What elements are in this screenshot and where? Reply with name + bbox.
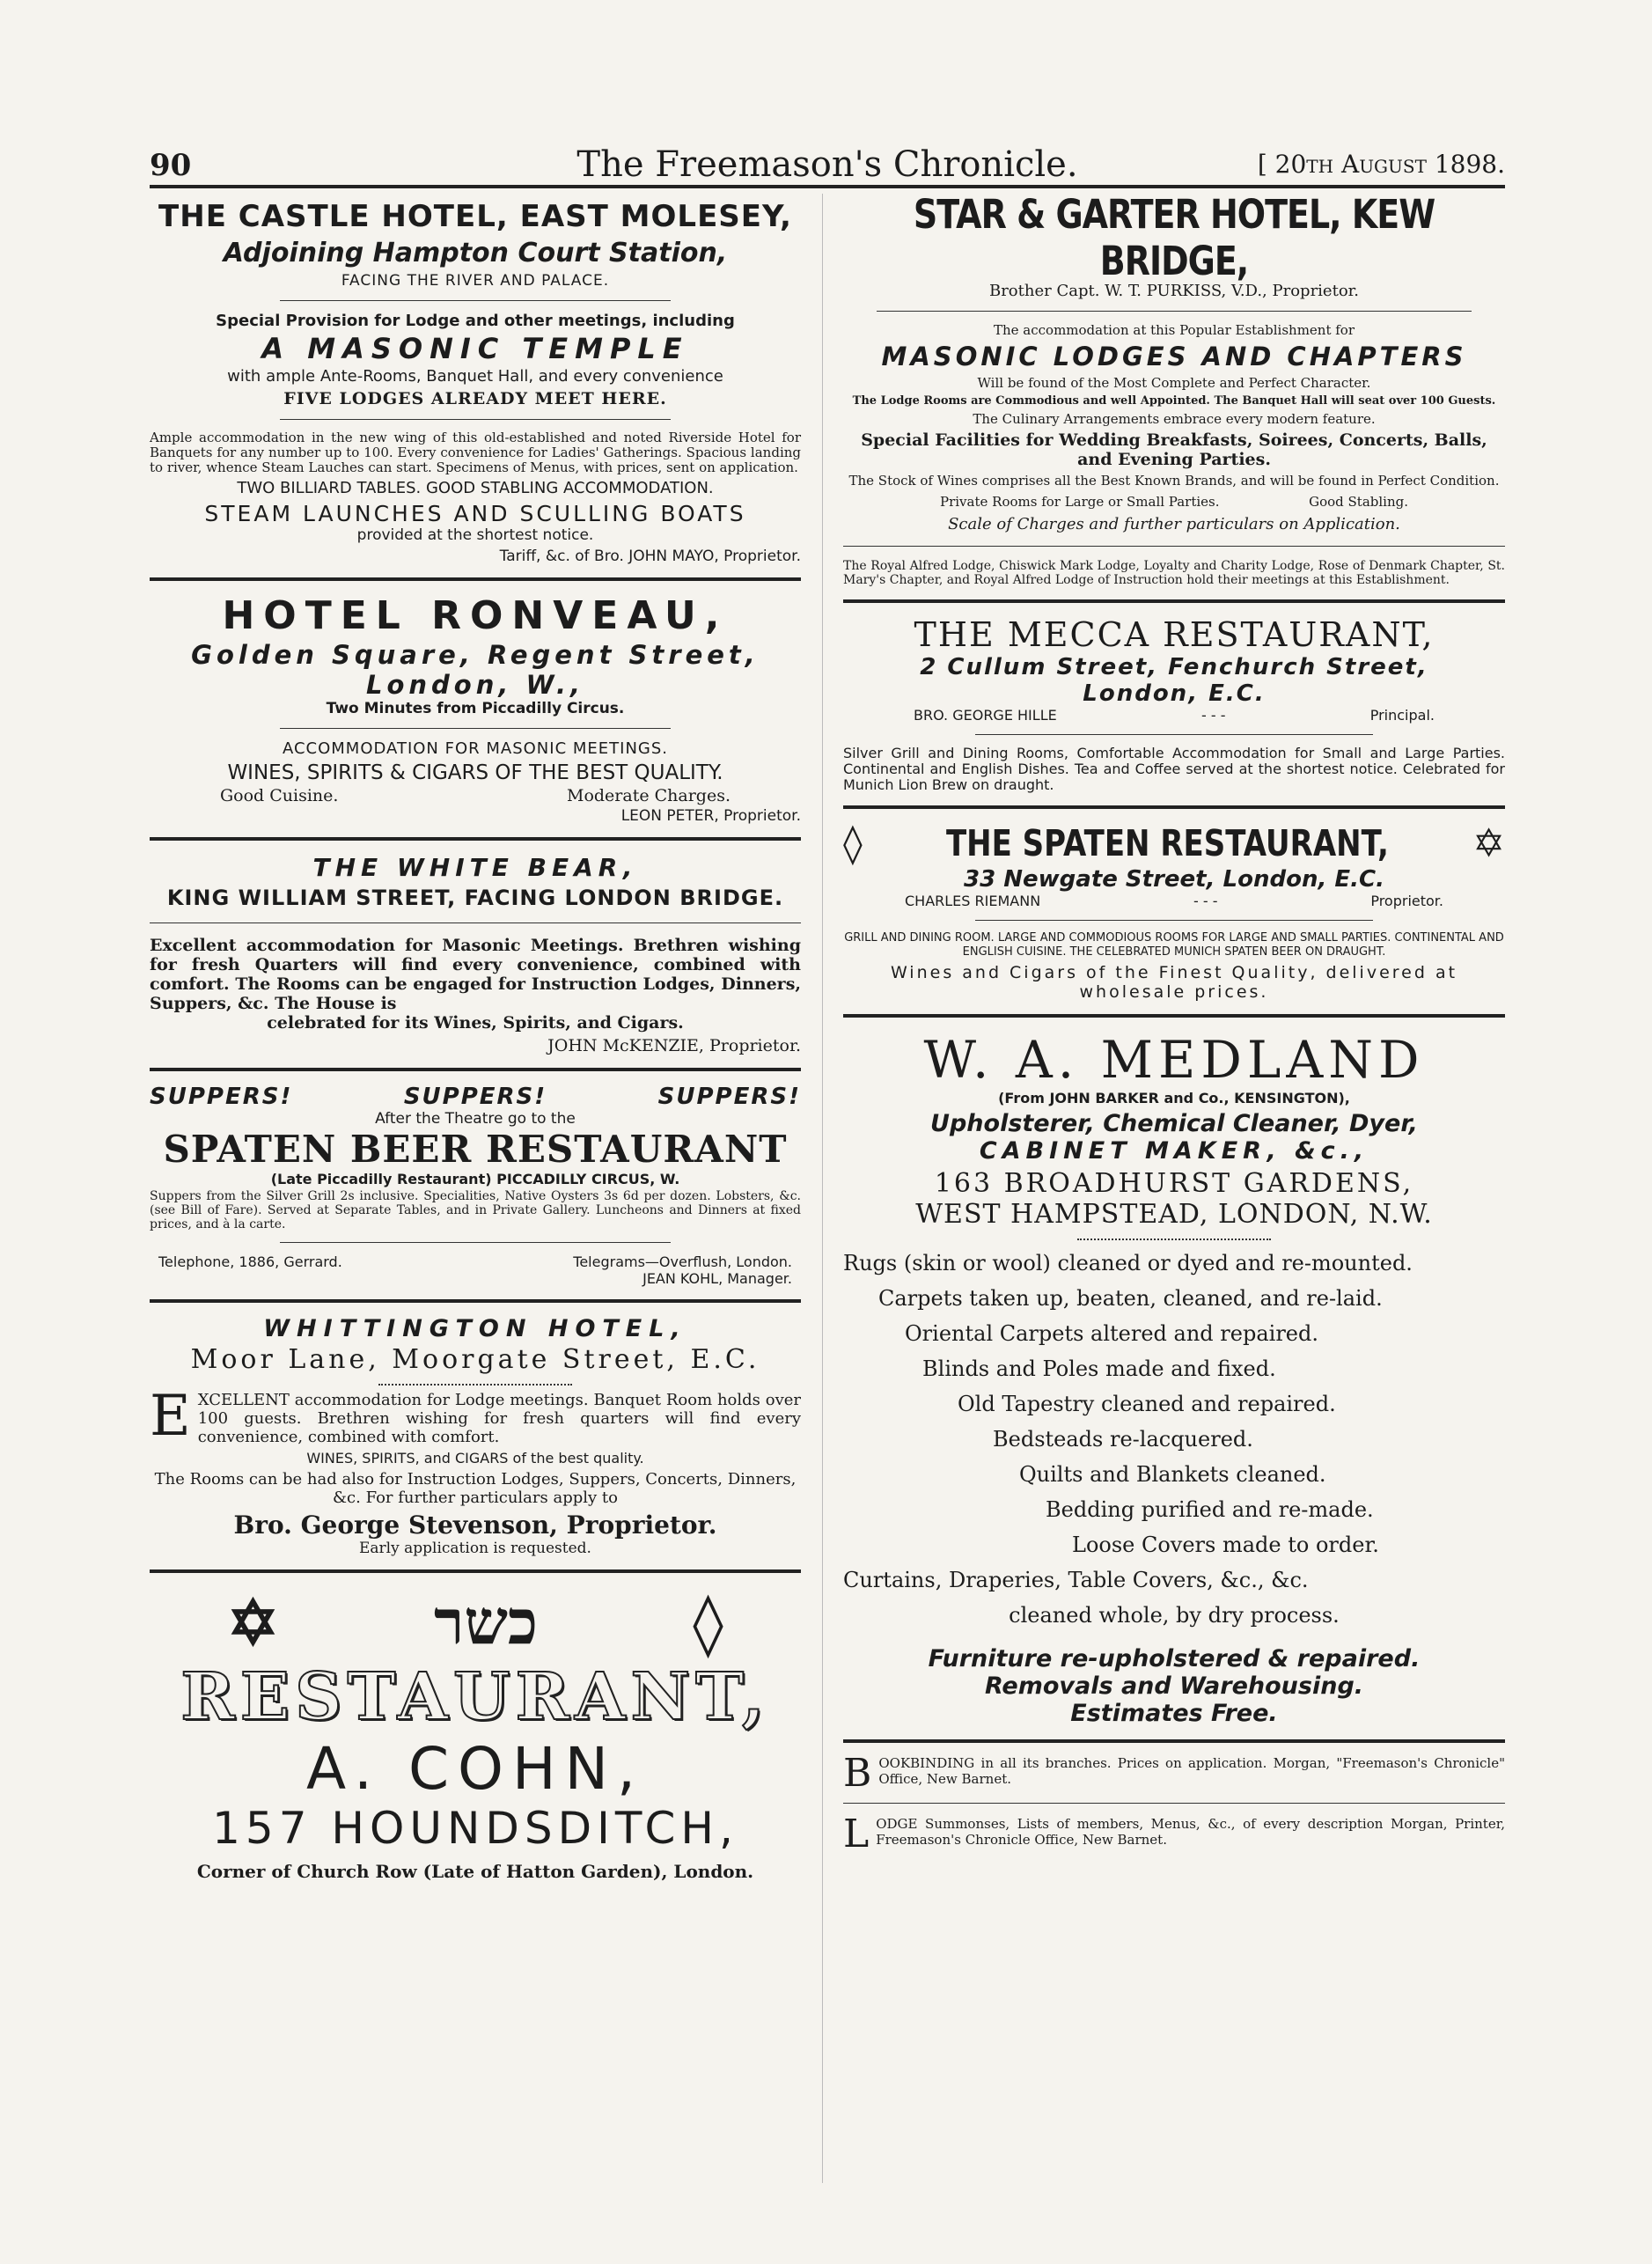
service-line: Carpets taken up, beaten, cleaned, and re-laid. — [878, 1286, 1383, 1311]
medland-estimates: Estimates Free. — [1070, 1700, 1278, 1727]
ad-cohn-restaurant — [150, 1585, 801, 1882]
castle-temple: A MASONIC TEMPLE — [261, 332, 689, 365]
header-rule — [150, 185, 1505, 188]
spaten-proprietor: Proprietor. — [1370, 893, 1443, 909]
ad-spaten-beer-restaurant — [150, 1084, 801, 1287]
spaten-title: THE SPATEN RESTAURANT, — [945, 822, 1389, 865]
ad-whittington-hotel — [150, 1315, 801, 1557]
drop-cap: L — [843, 1812, 870, 1856]
wavy-divider — [1077, 1235, 1271, 1240]
stargarter-brother: Brother Capt. W. T. PURKISS, V.D., Proprietor. — [988, 282, 1360, 300]
medland-furniture: Furniture re-upholstered & repaired. — [928, 1645, 1421, 1672]
castle-billiard: TWO BILLIARD TABLES. GOOD STABLING ACCOMMODATION. — [237, 479, 714, 497]
service-line: Old Tapestry cleaned and repaired. — [958, 1392, 1336, 1416]
ad-mecca-restaurant — [843, 615, 1505, 793]
section-rule — [843, 599, 1505, 603]
medland-trade-1: Upholsterer, Chemical Cleaner, Dyer, — [930, 1110, 1418, 1137]
service-line: Rugs (skin or wool) cleaned or dyed and re-mounted. — [843, 1251, 1413, 1275]
spatenbeer-body: Suppers from the Silver Grill 2s inclusive. Specialities, Native Oysters 3s 6d per dozen. Lobsters, &c. (see Bill of Fare). Served at Separate Tables, and in Private Gallery. Luncheons and Dinners at fixed prices, and à la carte. — [150, 1189, 801, 1231]
medland-address-1: 163 BROADHURST GARDENS, — [934, 1168, 1414, 1199]
stargarter-culinary: The Culinary Arrangements embrace every modern feature. — [973, 411, 1376, 427]
mecca-bro: BRO. GEORGE HILLE — [914, 707, 1057, 724]
stargarter-rooms: The Lodge Rooms are Commodious and well Appointed. The Banquet Hall will seat over 100 Guests. — [852, 394, 1496, 408]
diamond-icon: ◊ — [843, 821, 863, 866]
whittington-rooms: The Rooms can be had also for Instruction Lodges, Suppers, Concerts, Dinners, &c. For further particulars apply to — [154, 1470, 797, 1507]
ronveau-address-2: London, W., — [366, 670, 584, 700]
spaten-charles-row — [843, 893, 1505, 909]
whittington-wines: WINES, SPIRITS, and CIGARS of the best quality. — [306, 1450, 644, 1466]
left-column — [150, 194, 801, 1882]
mecca-bro-row — [843, 707, 1505, 724]
ad-star-garter — [843, 191, 1505, 587]
service-line: Curtains, Draperies, Table Covers, &c., &c. — [843, 1568, 1309, 1592]
suppers-1: SUPPERS! — [150, 1084, 293, 1110]
ronveau-wines: WINES, SPIRITS & CIGARS OF THE BEST QUALITY. — [227, 761, 723, 784]
service-line: Oriental Carpets altered and repaired. — [905, 1321, 1318, 1346]
spaten-body: GRILL AND DINING ROOM. LARGE AND COMMODIOUS ROOMS FOR LARGE AND SMALL PARTIES. CONTINENTAL AND ENGLISH CUISINE. THE CELEBRATED MUNICH SPATEN BEER ON DRAUGHT. — [844, 931, 1504, 959]
divider — [975, 920, 1372, 921]
diamond-icon: ◊ — [693, 1585, 723, 1659]
divider — [280, 300, 671, 301]
publication-title: The Freemason's Chronicle. — [576, 144, 1078, 185]
issue-date: [ 20th August 1898. — [1257, 150, 1505, 179]
lodge-text: ODGE Summonses, Lists of members, Menus, &c., of every description Morgan, Printer, Freemason's Chronicle Office, New Barnet. — [876, 1816, 1505, 1848]
section-rule — [843, 1014, 1505, 1018]
medland-trade-2: CABINET MAKER, &c., — [979, 1137, 1369, 1165]
service-line: Loose Covers made to order. — [1072, 1533, 1379, 1557]
spaten-dashes: - - - — [1193, 893, 1218, 909]
whittington-title: WHITTINGTON HOTEL, — [263, 1315, 687, 1342]
ronveau-accommodation: ACCOMMODATION FOR MASONIC MEETINGS. — [282, 739, 669, 758]
divider — [843, 1803, 1505, 1804]
ronveau-minutes: Two Minutes from Piccadilly Circus. — [326, 700, 625, 717]
star-of-david-icon: ✡ — [227, 1585, 279, 1659]
ad-spaten-restaurant — [843, 821, 1505, 1002]
stargarter-accommodation: The accommodation at this Popular Establishment for — [993, 322, 1355, 338]
section-rule — [150, 577, 801, 581]
mecca-address-1: 2 Cullum Street, Fenchurch Street, — [920, 654, 1428, 680]
castle-steam: STEAM LAUNCHES AND SCULLING BOATS — [204, 501, 746, 526]
divider — [843, 546, 1505, 547]
service-line: cleaned whole, by dry process. — [1009, 1603, 1340, 1628]
service-line: Quilts and Blankets cleaned. — [1019, 1462, 1326, 1487]
mecca-dashes: - - - — [1200, 707, 1226, 724]
column-separator — [822, 194, 823, 2183]
whitebear-title: THE WHITE BEAR, — [312, 853, 638, 882]
cohn-symbol-row — [150, 1585, 801, 1659]
ronveau-cuisine: Good Cuisine. — [220, 786, 339, 805]
medland-removals: Removals and Warehousing. — [984, 1672, 1364, 1700]
castle-body: Ample accommodation in the new wing of this old-established and noted Riverside Hotel for Banquets for any number up to 100. Every convenience for Ladies' Gatherings. Spacious landing to river, whence Steam Lauches can start. Specimens of Menus, with prices, sent on application. — [150, 430, 801, 475]
spatenbeer-manager: JEAN KOHL, Manager. — [642, 1270, 792, 1287]
stargarter-stabling: Good Stabling. — [1309, 494, 1408, 510]
whitebear-street: KING WILLIAM STREET, FACING LONDON BRIDGE. — [166, 886, 784, 910]
suppers-3: SUPPERS! — [657, 1084, 801, 1110]
stargarter-lodges: The Royal Alfred Lodge, Chiswick Mark Lodge, Loyalty and Charity Lodge, Rose of Denmark Chapter, St. Mary's Chapter, and Royal Alfred Lodge of Instruction hold their meetings at this Establishment. — [843, 559, 1505, 587]
castle-provided: provided at the shortest notice. — [356, 526, 594, 544]
stargarter-stock: The Stock of Wines comprises all the Best Known Brands, and will be found in Perfect Condition. — [848, 473, 1500, 489]
section-rule — [150, 837, 801, 841]
page-header — [150, 141, 1505, 185]
cohn-restaurant-title: RESTAURANT, — [180, 1659, 770, 1735]
ronveau-cuisine-row — [150, 786, 801, 805]
spaten-address: 33 Newgate Street, London, E.C. — [964, 866, 1384, 893]
drop-cap: E — [150, 1384, 191, 1449]
divider — [280, 1242, 671, 1243]
castle-title: THE CASTLE HOTEL, EAST MOLESEY, — [158, 199, 792, 234]
stargarter-private: Private Rooms for Large or Small Parties. — [940, 494, 1220, 510]
cohn-name: A. COHN, — [306, 1735, 644, 1803]
medland-address-2: WEST HAMPSTEAD, LONDON, N.W. — [915, 1199, 1433, 1230]
wavy-divider — [378, 1380, 572, 1386]
spatenbeer-after: After the Theatre go to the — [375, 1110, 576, 1128]
ad-white-bear — [150, 853, 801, 1055]
stargarter-found: Will be found of the Most Complete and Perfect Character. — [977, 375, 1371, 391]
castle-provision: Special Provision for Lodge and other meetings, including — [216, 312, 735, 330]
service-line: Bedding purified and re-made. — [1046, 1497, 1374, 1522]
ad-medland — [843, 1030, 1505, 1727]
stargarter-special: Special Facilities for Wedding Breakfasts, Soirees, Concerts, Balls, and Evening Parties. — [861, 430, 1487, 469]
divider — [877, 311, 1472, 312]
divider — [975, 734, 1372, 735]
cohn-address: 157 HOUNDSDITCH, — [212, 1803, 738, 1854]
spatenbeer-telegrams: Telegrams—Overflush, London. — [573, 1253, 792, 1270]
divider — [280, 728, 671, 729]
medland-title: W. A. MEDLAND — [923, 1030, 1425, 1090]
whittington-bro: Bro. George Stevenson, Proprietor. — [233, 1511, 717, 1540]
section-rule — [150, 1068, 801, 1071]
castle-tariff: Tariff, &c. of Bro. JOHN MAYO, Proprietor. — [499, 548, 801, 565]
castle-five-lodges: FIVE LODGES ALREADY MEET HERE. — [283, 389, 667, 408]
ad-hotel-ronveau — [150, 593, 801, 825]
right-column — [843, 191, 1505, 1856]
whittington-early: Early application is requested. — [359, 1540, 591, 1557]
page-number: 90 — [150, 148, 192, 183]
mecca-title: THE MECCA RESTAURANT, — [914, 615, 1435, 654]
service-line: Blinds and Poles made and fixed. — [922, 1356, 1276, 1381]
medland-from: (From JOHN BARKER and Co., KENSINGTON), — [998, 1090, 1350, 1106]
whittington-address: Moor Lane, Moorgate Street, E.C. — [190, 1344, 760, 1375]
mecca-address-2: London, E.C. — [1083, 680, 1266, 707]
castle-facing: FACING THE RIVER AND PALACE. — [341, 272, 610, 290]
stargarter-title: STAR & GARTER HOTEL, KEW BRIDGE, — [913, 191, 1435, 284]
spatenbeer-contact-row — [150, 1253, 801, 1270]
spaten-title-row — [843, 821, 1505, 866]
ronveau-address-1: Golden Square, Regent Street, — [191, 640, 760, 670]
spaten-wines: Wines and Cigars of the Finest Quality, delivered at wholesale prices. — [890, 963, 1458, 1002]
whitebear-proprietor: JOHN McKENZIE, Proprietor. — [547, 1036, 801, 1055]
drop-cap: B — [843, 1751, 872, 1796]
stargarter-scale: Scale of Charges and further particulars on Application. — [948, 515, 1400, 533]
cohn-hebrew: כשר — [433, 1585, 539, 1658]
spatenbeer-title: SPATEN BEER RESTAURANT — [163, 1128, 788, 1171]
whitebear-body-end: celebrated for its Wines, Spirits, and Cigars. — [267, 1013, 684, 1033]
ronveau-charges: Moderate Charges. — [566, 786, 731, 805]
suppers-row — [150, 1084, 801, 1110]
suppers-2: SUPPERS! — [403, 1084, 547, 1110]
mecca-principal: Principal. — [1369, 707, 1435, 724]
ad-lodge-summonses — [843, 1812, 1505, 1856]
castle-ante-rooms: with ample Ante-Rooms, Banquet Hall, and every convenience — [227, 367, 723, 386]
ronveau-proprietor: LEON PETER, Proprietor. — [620, 807, 801, 825]
ad-castle-hotel — [150, 199, 801, 565]
ad-bookbinding — [843, 1751, 1505, 1796]
star-of-david-icon: ✡ — [1472, 821, 1505, 866]
divider — [280, 419, 671, 420]
spatenbeer-late: (Late Piccadilly Restaurant) PICCADILLY CIRCUS, W. — [270, 1171, 680, 1187]
stargarter-masonic: MASONIC LODGES AND CHAPTERS — [881, 342, 1467, 371]
stargarter-private-row — [843, 494, 1505, 510]
mecca-body: Silver Grill and Dining Rooms, Comfortable Accommodation for Small and Large Parties. Continental and English Dishes. Tea and Coffee served at the shortest notice. Celebrated for Munich Lion Brew on draught. — [843, 745, 1505, 793]
ronveau-title: HOTEL RONVEAU, — [222, 593, 729, 638]
section-rule — [150, 1299, 801, 1303]
cohn-corner: Corner of Church Row (Late of Hatton Garden), London. — [196, 1861, 754, 1882]
service-line: Bedsteads re-lacquered. — [993, 1427, 1253, 1452]
bookbinding-text: OOKBINDING in all its branches. Prices on application. Morgan, "Freemason's Chronicle" Office, New Barnet. — [878, 1755, 1505, 1787]
medland-services — [843, 1246, 1505, 1633]
whittington-body-block — [150, 1384, 801, 1449]
whittington-body: XCELLENT accommodation for Lodge meetings. Banquet Room holds over 100 guests. Brethren wishing for fresh quarters will find every convenience, combined with comfort. — [197, 1391, 801, 1446]
section-rule — [843, 1739, 1505, 1743]
whitebear-body: Excellent accommodation for Masonic Meetings. Brethren wishing for fresh Quarters will find every convenience, combined with comfort. The Rooms can be engaged for Instruction Lodges, Dinners, Suppers, &c. The House is — [150, 936, 801, 1013]
spatenbeer-telephone: Telephone, 1886, Gerrard. — [158, 1253, 342, 1270]
section-rule — [150, 1569, 801, 1573]
section-rule — [843, 805, 1505, 809]
castle-subtitle: Adjoining Hampton Court Station, — [223, 238, 728, 268]
spaten-charles: CHARLES RIEMANN — [905, 893, 1041, 909]
